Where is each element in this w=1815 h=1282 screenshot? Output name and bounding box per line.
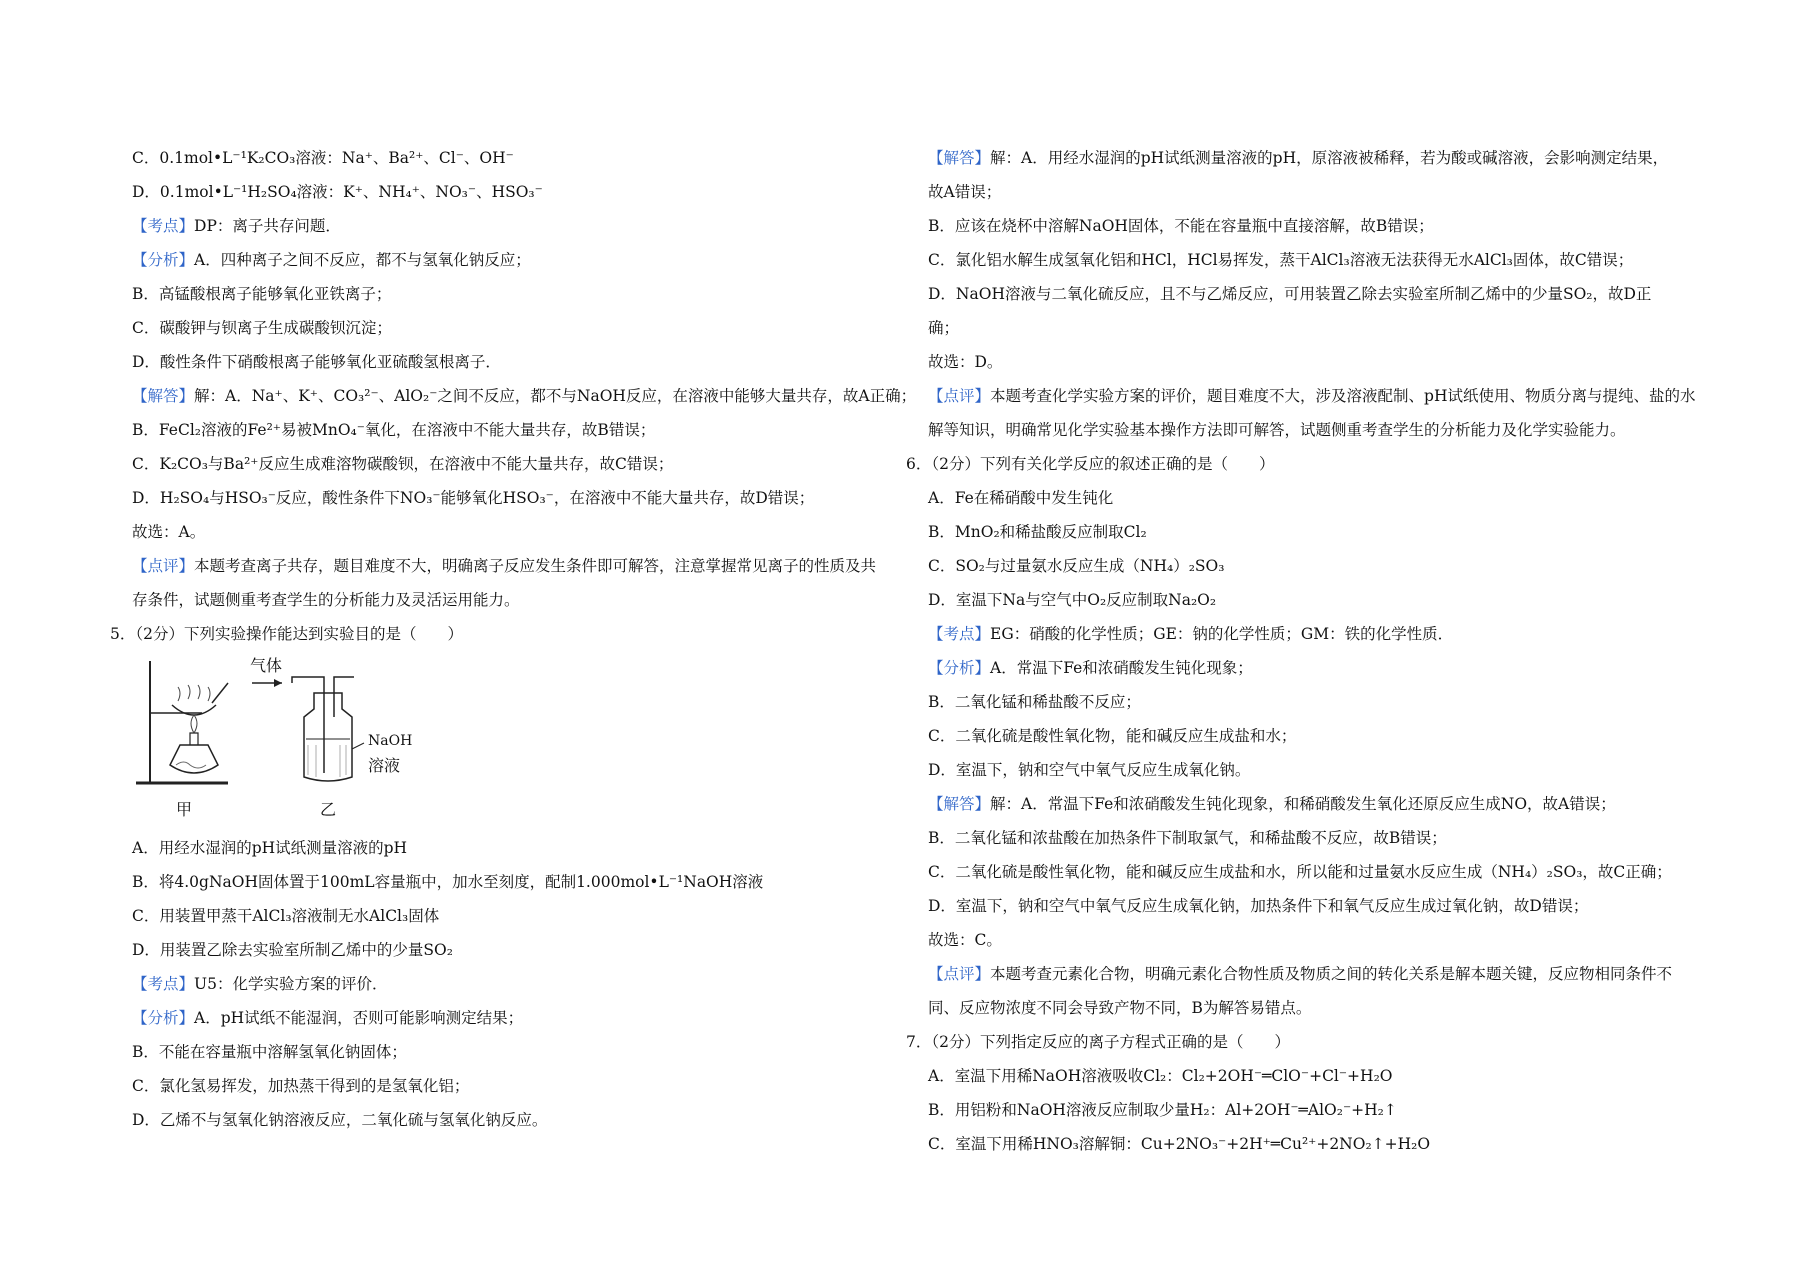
fenxi-tag: 【分析】 xyxy=(928,659,991,677)
text-span: 本题考查化学实验方案的评价，题目难度不大，涉及溶液配制、pH试纸使用、物质分离与提纯、盐的水 xyxy=(990,387,1696,405)
text-span: 本题考查元素化合物，明确元素化合物性质及物质之间的转化关系是解本题关键，反应物相同条件不 xyxy=(990,965,1673,983)
text-span: 解：A．Na⁺、K⁺、CO₃²⁻、AlO₂⁻之间不反应，都不与NaOH反应，在溶液中能够大量共存，故A正确； xyxy=(194,387,917,405)
figure-label-solution: 溶液 xyxy=(368,756,401,775)
fenxi-tag: 【分析】 xyxy=(132,1009,195,1027)
text-line: B．将4.0gNaOH固体置于100mL容量瓶中，加水至刻度，配制1.000mol•L⁻¹NaOH溶液 xyxy=(132,873,764,891)
text-span: A．四种离子之间不反应，都不与氢氧化钠反应； xyxy=(194,251,531,269)
text-line: D．0.1mol•L⁻¹H₂SO₄溶液：K⁺、NH₄⁺、NO₃⁻、HSO₃⁻ xyxy=(132,183,543,201)
text-line: B．二氧化锰和稀盐酸不反应； xyxy=(928,693,1141,711)
text-line: C．SO₂与过量氨水反应生成（NH₄）₂SO₃ xyxy=(928,557,1225,575)
text-line xyxy=(132,1001,912,1035)
apparatus-figure xyxy=(132,653,432,821)
text-line: 故A错误； xyxy=(928,183,1002,201)
text-line: C．室温下用稀HNO₃溶解铜：Cu+2NO₃⁻+2H⁺═Cu²⁺+2NO₂↑+H₂O xyxy=(928,1135,1431,1153)
right-column xyxy=(906,141,1728,1161)
kaodian-tag: 【考点】 xyxy=(928,625,991,643)
text-line xyxy=(132,243,912,277)
text-line xyxy=(928,617,1728,651)
text-line: C．用装置甲蒸干AlCl₃溶液制无水AlCl₃固体 xyxy=(132,907,440,925)
text-line xyxy=(132,549,912,583)
dianping-tag: 【点评】 xyxy=(132,557,195,575)
text-span: A．pH试纸不能湿润，否则可能影响测定结果； xyxy=(194,1009,524,1027)
text-line: C．氯化铝水解生成氢氧化铝和HCl，HCl易挥发，蒸干AlCl₃溶液无法获得无水AlCl₃固体，故C错误； xyxy=(928,251,1634,269)
dianping-tag: 【点评】 xyxy=(928,387,991,405)
text-line: D．室温下，钠和空气中氧气反应生成氧化钠。 xyxy=(928,761,1251,779)
text-line: B．FeCl₂溶液的Fe²⁺易被MnO₄⁻氧化，在溶液中不能大量共存，故B错误； xyxy=(132,421,656,439)
kaodian-tag: 【考点】 xyxy=(132,975,195,993)
text-line: D．用装置乙除去实验室所制乙烯中的少量SO₂ xyxy=(132,941,453,959)
fenxi-tag: 【分析】 xyxy=(132,251,195,269)
text-line: 故选：D。 xyxy=(928,353,1003,371)
figure-label-jia: 甲 xyxy=(176,800,193,819)
text-line: C．氯化氢易挥发，加热蒸干得到的是氢氧化铝； xyxy=(132,1077,470,1095)
text-line xyxy=(928,957,1728,991)
text-line: D．室温下Na与空气中O₂反应制取Na₂O₂ xyxy=(928,591,1217,609)
jieda-tag: 【解答】 xyxy=(928,795,991,813)
text-line xyxy=(132,379,917,413)
text-line: A．室温下用稀NaOH溶液吸收Cl₂：Cl₂+2OH⁻═ClO⁻+Cl⁻+H₂O xyxy=(928,1067,1393,1085)
text-line: 解等知识，明确常见化学实验基本操作方法即可解答，试题侧重考查学生的分析能力及化学实验能力。 xyxy=(928,421,1626,439)
text-line: D．H₂SO₄与HSO₃⁻反应，酸性条件下NO₃⁻能够氧化HSO₃⁻，在溶液中不能大量共存，故D错误； xyxy=(132,489,815,507)
text-line: A．Fe在稀硝酸中发生钝化 xyxy=(928,489,1114,507)
text-line xyxy=(132,209,912,243)
text-line: 故选：C。 xyxy=(928,931,1002,949)
text-line: C．碳酸钾与钡离子生成碳酸钡沉淀； xyxy=(132,319,392,337)
text-line xyxy=(928,379,1728,413)
text-line xyxy=(928,651,1728,685)
text-line: A．用经水湿润的pH试纸测量溶液的pH xyxy=(132,839,408,857)
text-span: U5：化学实验方案的评价． xyxy=(194,975,388,993)
text-span: DP：离子共存问题． xyxy=(194,217,341,235)
text-line: 确； xyxy=(928,319,960,337)
text-line xyxy=(928,787,1728,821)
text-span: A．常温下Fe和浓硝酸发生钝化现象； xyxy=(990,659,1253,677)
left-column xyxy=(110,141,917,1137)
text-line: B．高锰酸根离子能够氧化亚铁离子； xyxy=(132,285,392,303)
figure-label-yi: 乙 xyxy=(320,800,337,819)
text-line: 同、反应物浓度不同会导致产物不同，B为解答易错点。 xyxy=(928,999,1312,1017)
text-line: C．二氧化硫是酸性氧化物，能和碱反应生成盐和水，所以能和过量氨水反应生成（NH₄）₂SO₃，故C正确； xyxy=(928,863,1672,881)
text-line: B．MnO₂和稀盐酸反应制取Cl₂ xyxy=(928,523,1147,541)
dianping-tag: 【点评】 xyxy=(928,965,991,983)
text-line xyxy=(928,141,1728,175)
text-line: 存条件，试题侧重考查学生的分析能力及灵活运用能力。 xyxy=(132,591,520,609)
text-line: D．酸性条件下硝酸根离子能够氧化亚硫酸氢根离子． xyxy=(132,353,501,371)
text-line: D．室温下，钠和空气中氧气反应生成氧化钠，加热条件下和氧气反应生成过氧化钠，故D错误； xyxy=(928,897,1589,915)
figure-label-gas: 气体 xyxy=(250,656,283,675)
text-span: 本题考查离子共存，题目难度不大，明确离子反应发生条件即可解答，注意掌握常见离子的性质及共 xyxy=(194,557,877,575)
jieda-tag: 【解答】 xyxy=(928,149,991,167)
text-line: B．二氧化锰和浓盐酸在加热条件下制取氯气，和稀盐酸不反应，故B错误； xyxy=(928,829,1447,847)
text-line: D．NaOH溶液与二氧化硫反应，且不与乙烯反应，可用装置乙除去实验室所制乙烯中的少量SO₂，故D正 xyxy=(928,285,1652,303)
text-line: C．K₂CO₃与Ba²⁺反应生成难溶物碳酸钡，在溶液中不能大量共存，故C错误； xyxy=(132,455,674,473)
text-line xyxy=(132,967,912,1001)
jieda-tag: 【解答】 xyxy=(132,387,195,405)
question-5: 5．（2分）下列实验操作能达到实验目的是（ ） xyxy=(110,625,463,643)
text-line: 故选：A。 xyxy=(132,523,206,541)
kaodian-tag: 【考点】 xyxy=(132,217,195,235)
text-line: B．不能在容量瓶中溶解氢氧化钠固体； xyxy=(132,1043,407,1061)
text-line: B．应该在烧杯中溶解NaOH固体，不能在容量瓶中直接溶解，故B错误； xyxy=(928,217,1434,235)
text-span: 解：A．常温下Fe和浓硝酸发生钝化现象，和稀硝酸发生氧化还原反应生成NO，故A错误； xyxy=(990,795,1616,813)
text-line: C．二氧化硫是酸性氧化物，能和碱反应生成盐和水； xyxy=(928,727,1297,745)
figure-label-naoh: NaOH xyxy=(368,733,413,749)
text-span: 解：A．用经水湿润的pH试纸测量溶液的pH，原溶液被稀释，若为酸或碱溶液，会影响测定结果， xyxy=(990,149,1669,167)
question-7: 7．（2分）下列指定反应的离子方程式正确的是（ ） xyxy=(906,1033,1290,1051)
text-line: D．乙烯不与氢氧化钠溶液反应，二氧化硫与氢氧化钠反应。 xyxy=(132,1111,548,1129)
text-span: EG：硝酸的化学性质；GE：钠的化学性质；GM：铁的化学性质． xyxy=(990,625,1454,643)
text-line: C．0.1mol•L⁻¹K₂CO₃溶液：Na⁺、Ba²⁺、Cl⁻、OH⁻ xyxy=(132,149,514,167)
question-6: 6．（2分）下列有关化学反应的叙述正确的是（ ） xyxy=(906,455,1275,473)
text-line: B．用铝粉和NaOH溶液反应制取少量H₂：Al+2OH⁻═AlO₂⁻+H₂↑ xyxy=(928,1101,1397,1119)
